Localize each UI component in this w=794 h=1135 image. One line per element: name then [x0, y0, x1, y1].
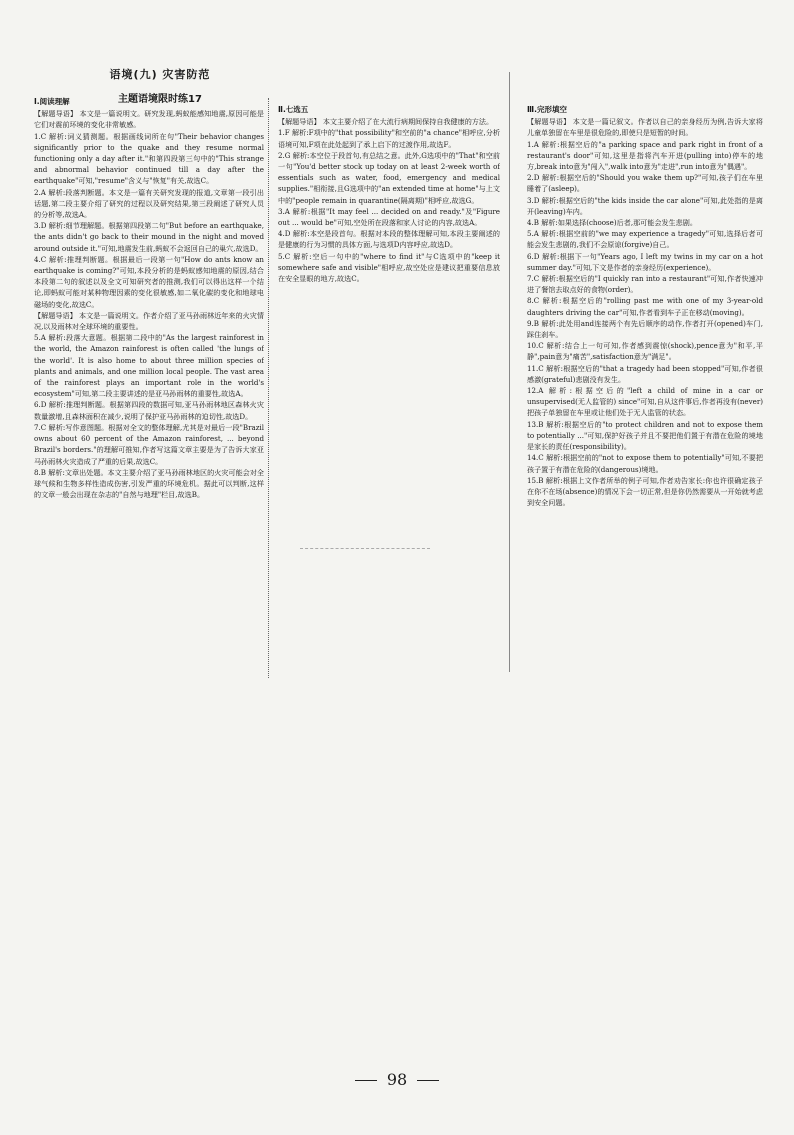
- answer-paragraph: 【解题导语】 本文主要介绍了在大流行病期间保持自我健康的方法。: [278, 117, 494, 127]
- answer-paragraph: 7.C 解析:根据空后的"I quickly ran into a restaurant"可知,作者快速冲进了餐馆去取点好的食物(order)。: [527, 274, 763, 295]
- answer-paragraph: 4.B 解析:如果选择(choose)后者,那可能会发生悲剧。: [527, 218, 697, 228]
- answer-paragraph: 8.C 解析:根据空后的"rolling past me with one of my 3-year-old daughters driving the car"可知,作者看到车子正在移动(moving)。: [527, 296, 763, 317]
- answer-paragraph: 2.D 解析:根据空后的"Should you wake them up?"可知,孩子们在车里睡着了(asleep)。: [527, 173, 763, 194]
- answer-paragraph: 10.C 解析:结合上一句可知,作者感到震惊(shock),pence意为"和平,平静",pain意为"痛苦",satisfaction意为"满足"。: [527, 341, 763, 362]
- answer-paragraph: 4.C 解析:推理判断题。根据最后一段第一句"How do ants know an earthquake is coming?"可知,本段分析的是蚂蚁感知地震的原因,结合本段第二句的叙述以及全文可知研究者的推测,我们可以得出这样一个结论,即蚂蚁可能对某种物理因素的变化很敏感,如二氧化碳的变化和地球电磁场的变化,故选C。: [34, 254, 264, 309]
- answer-paragraph: 9.B 解析:此处用and连接两个有先后顺序的动作,作者打开(opened)车门,踩住刹车。: [527, 318, 763, 340]
- answer-paragraph: 【解题导语】 本文是一篇说明文。研究发现,蚂蚁能感知地震,原因可能是它们对震前环境的变化非常敏感。: [34, 109, 264, 130]
- column-cloze: [527, 104, 763, 674]
- header-subtitle: 主题语境限时练17: [118, 94, 202, 105]
- answer-paragraph: 14.C 解析:根据空前的"not to expose them to potentially"可知,不要把孩子置于有潜在危险的(dangerous)境地。: [527, 453, 763, 474]
- column-seven-choose-five: [278, 104, 500, 374]
- answer-paragraph: 5.A 解析:根据空前的"we may experience a tragedy"可知,选择后者可能会发生悲剧的,我们不会原谅(forgive)自己。: [527, 229, 763, 250]
- answer-paragraph: 15.B 解析:根据上文作者所举的例子可知,作者劝告家长:你也许很确定孩子在你不在场(absence)的情况下会一切正常,但是你仍然需要从一开始就考虑到安全问题。: [527, 475, 763, 508]
- answer-paragraph: 12.A 解析:根据空后的"left a child of mine in a car or unsupervised(无人监管的) since"可知,自从这件事后,作者再没有(never)把孩子单独留在车里或让他们处于无人监管的状态。: [527, 386, 763, 418]
- answer-paragraph: 3.D 解析:根据空后的"the kids inside the car alone"可知,此处指的是离开(leaving)车内。: [527, 195, 763, 216]
- answer-paragraph: 8.B 解析:文章出处题。本文主要介绍了亚马孙雨林地区的火灾可能会对全球气候和生物多样性造成伤害,引发严重的环境危机。据此可以判断,这样的文章一般会出现在杂志的"自然与地理"栏目,故选B。: [34, 467, 264, 500]
- header-title: 语境(九) 灾害防范: [109, 68, 211, 81]
- answer-paragraph: 1.F 解析:F项中的"that possibility"和空前的"a chance"相呼应,分析语境可知,F项在此处起到了承上启下的过渡作用,故选F。: [278, 128, 500, 149]
- column-divider: [509, 72, 510, 672]
- answer-paragraph: 11.C 解析:根据空后的"that a tragedy had been stopped"可知,作者很感激(grateful)悲剧没有发生。: [527, 363, 763, 384]
- column-divider: [268, 98, 269, 678]
- answer-list: [278, 116, 500, 284]
- answer-paragraph: 2.A 解析:段落判断题。本文是一篇有关研究发现的报道,文章第一段引出话题,第二段主要介绍了研究的过程以及研究结果,第三段阐述了研究人员的分析等,故选A。: [34, 187, 264, 220]
- page-number-dash: [355, 1080, 377, 1081]
- answer-paragraph: 3.A 解析:根据"It may feel ... decided on and ready."及"Figure out ... would be"可知,空处所在段落和家人讨论的内容,故选A。: [278, 206, 500, 228]
- page-number-text: 98: [386, 1070, 408, 1089]
- answer-paragraph: 1.C 解析:词义猜测题。根据画线词所在句"Their behavior changes significantly prior to the quake and they resume normal functioning only a day after it."和第四段第三句中的"This strange and abnormal behavior continued till a day after the earthquake"可知,"resume"含义与"恢复"有关,故选C。: [34, 131, 264, 186]
- answer-paragraph: 1.A 解析:根据空后的"a parking space and park right in front of a restaurant's door"可知,这里是指将汽车开进(pulling into)停车的地方,break into意为"闯入",walk into意为"走进",run into意为"偶遇"。: [527, 139, 763, 172]
- section-heading: Ⅱ.七选五: [278, 105, 309, 114]
- answer-paragraph: 3.D 解析:细节理解题。根据第四段第二句"But before an earthquake, the ants didn't go back to their mound in the night and moved around outside it."可知,地震发生前,蚂蚁不会返回自己的巢穴,故选D。: [34, 221, 264, 253]
- answer-list: [527, 116, 763, 508]
- answer-paragraph: 13.B 解析:根据空后的"to protect children and not to expose them to potentially ..."可知,保护好孩子并且不要把他们置于有潜在危险的境地是家长的责任(responsibility)。: [527, 419, 763, 452]
- page-number: [0, 1070, 794, 1089]
- answer-paragraph: 6.D 解析:推理判断题。根据第四段的数据可知,亚马孙雨林地区森林火灾数量激增,且森林面积在减少,说明了保护亚马孙雨林的迫切性,故选D。: [34, 400, 264, 421]
- answer-paragraph: 5.C 解析:空后一句中的"where to find it"与C选项中的"keep it somewhere safe and visible"相呼应,故空处应是建议把重要信息放在安全显眼的地方,故选C。: [278, 251, 500, 284]
- answer-paragraph: 【解题导语】 本文是一篇记叙文。作者以自己的亲身经历为例,告诉大家将儿童单独留在车里是很危险的,即使只是短暂的时间。: [527, 117, 763, 138]
- column-reading: [34, 96, 264, 676]
- answer-paragraph: 【解题导语】 本文是一篇说明文。作者介绍了亚马孙雨林近年来的火灾情况,以及雨林对全球环境的重要性。: [34, 310, 264, 332]
- answer-paragraph: 2.G 解析:本空位于段首句,有总结之意。此外,G选项中的"That"和空前一句"You'd better stock up today on at least 2-week worth of essentials such as water, food, emergency and medical supplies."相衔接,且G选项中的"an extended time at home"与上文中的"people remain in quarantine(隔离期)"相呼应,故选G。: [278, 150, 500, 205]
- answer-paragraph: 6.D 解析:根据下一句"Years ago, I left my twins in my car on a hot summer day."可知,下文是作者的亲身经历(experience)。: [527, 251, 763, 272]
- section-heading: Ⅲ.完形填空: [527, 105, 567, 114]
- answer-paragraph: 7.C 解析:写作意图题。根据对全文的整体理解,尤其是对最后一段"Brazil owns about 60 percent of the Amazon rainforest, ... beyond Brazil's borders."的理解可推知,作者写这篇文章主要是为了告诉大家亚马孙雨林火灾造成了严重的后果,故选C。: [34, 422, 264, 466]
- answer-list: [34, 108, 264, 500]
- page-number-dash: [417, 1080, 439, 1081]
- answer-paragraph: 4.D 解析:本空是段首句。根据对本段的整体理解可知,本段主要阐述的是健康的行为习惯的具体方面,与选项D内容呼应,故选D。: [278, 229, 500, 250]
- answer-paragraph: 5.A 解析:段落大意题。根据第二段中的"As the largest rainforest in the world, the Amazon rainforest is often called 'the lungs of the world'. It is also home to about three million species of plants and animals, and one million local people. The vast area of the rainforest plays an important role in the world's ecosystem"可知,第二段主要讲述的是亚马孙雨林的重要性,故选A。: [34, 333, 264, 399]
- section-heading: Ⅰ.阅读理解: [34, 97, 70, 106]
- faint-rule: [300, 548, 430, 549]
